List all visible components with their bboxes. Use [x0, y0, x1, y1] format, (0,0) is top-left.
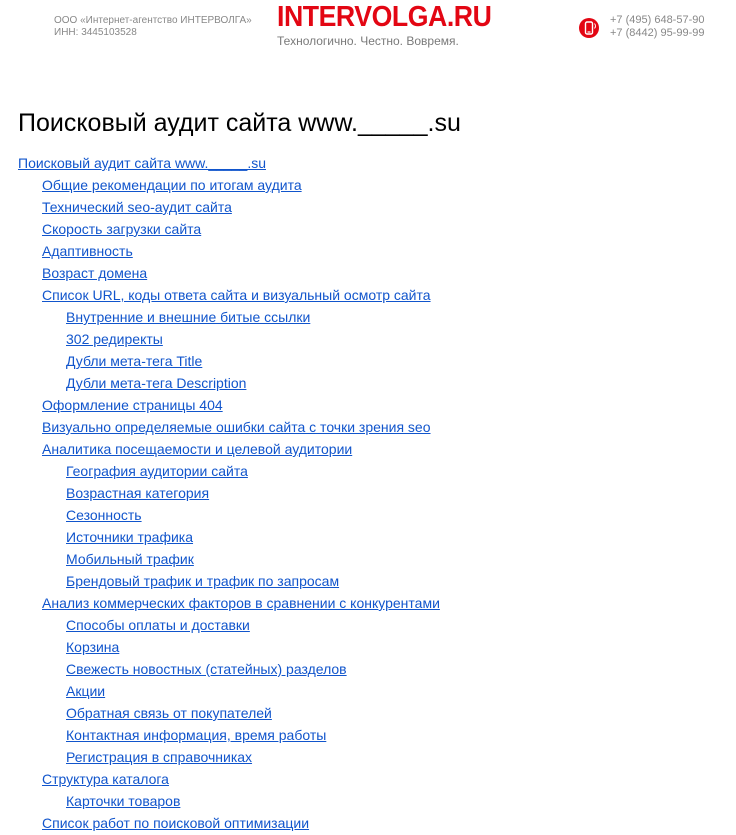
toc-link[interactable]: Мобильный трафик: [66, 551, 194, 567]
company-name: ООО «Интернет-агентство ИНТЕРВОЛГА»: [54, 15, 252, 26]
logo-part-inter: INTER: [277, 1, 355, 33]
toc-link[interactable]: Анализ коммерческих факторов в сравнении с конкурентами: [42, 595, 440, 611]
toc-link[interactable]: География аудитории сайта: [66, 463, 248, 479]
toc-link[interactable]: Общие рекомендации по итогам аудита: [42, 177, 302, 193]
toc-link[interactable]: Дубли мета-тега Title: [66, 353, 203, 369]
toc-link[interactable]: Свежесть новостных (статейных) разделов: [66, 661, 347, 677]
toc-link[interactable]: Возрастная категория: [66, 485, 210, 501]
company-inn: ИНН: 3445103528: [54, 27, 137, 38]
toc-link[interactable]: Технический seo-аудит сайта: [42, 199, 232, 215]
toc-link[interactable]: Сезонность: [66, 507, 142, 523]
toc-link[interactable]: Регистрация в справочниках: [66, 749, 253, 765]
table-of-contents: [0, 152, 736, 834]
toc-link[interactable]: Контактная информация, время работы: [66, 727, 327, 743]
toc-link[interactable]: Внутренние и внешние битые ссылки: [66, 309, 311, 325]
toc-link[interactable]: 302 редиректы: [66, 331, 163, 347]
toc-link[interactable]: Дубли мета-тега Description: [66, 375, 247, 391]
toc-link[interactable]: Обратная связь от покупателей: [66, 705, 272, 721]
phone-icon: [578, 17, 600, 39]
toc-link[interactable]: Карточки товаров: [66, 793, 181, 809]
toc-link[interactable]: Способы оплаты и доставки: [66, 617, 250, 633]
toc-link[interactable]: Корзина: [66, 639, 120, 655]
toc-link[interactable]: Аналитика посещаемости и целевой аудитории: [42, 441, 353, 457]
phone-numbers: [610, 14, 704, 40]
toc-link[interactable]: Источники трафика: [66, 529, 194, 545]
toc-link[interactable]: Адаптивность: [42, 243, 133, 259]
logo-tagline: Технологично. Честно. Вовремя.: [277, 34, 459, 48]
page-title: Поисковый аудит сайта www._____.su: [18, 109, 461, 137]
toc-link[interactable]: Акции: [66, 683, 106, 699]
company-info: [54, 15, 252, 39]
toc-link[interactable]: Структура каталога: [42, 771, 169, 787]
toc-link[interactable]: Оформление страницы 404: [42, 397, 223, 413]
phone-volgograd: +7 (8442) 95-99-99: [610, 27, 705, 39]
phone-moscow: +7 (495) 648-57-90: [610, 14, 705, 26]
logo-part-volga: VOLGA.RU: [354, 1, 492, 33]
toc-link[interactable]: Скорость загрузки сайта: [42, 221, 202, 237]
intervolga-logo: [277, 2, 497, 48]
toc-link[interactable]: Визуально определяемые ошибки сайта с точки зрения seo: [42, 419, 431, 435]
toc-link[interactable]: Поисковый аудит сайта www._____.su: [18, 155, 266, 171]
logo-wordmark: [277, 1, 492, 33]
toc-link[interactable]: Брендовый трафик и трафик по запросам: [66, 573, 340, 589]
toc-link[interactable]: Список работ по поисковой оптимизации: [42, 815, 310, 831]
toc-link[interactable]: Список URL, коды ответа сайта и визуальный осмотр сайта: [42, 287, 431, 303]
toc-link[interactable]: Возраст домена: [42, 265, 148, 281]
